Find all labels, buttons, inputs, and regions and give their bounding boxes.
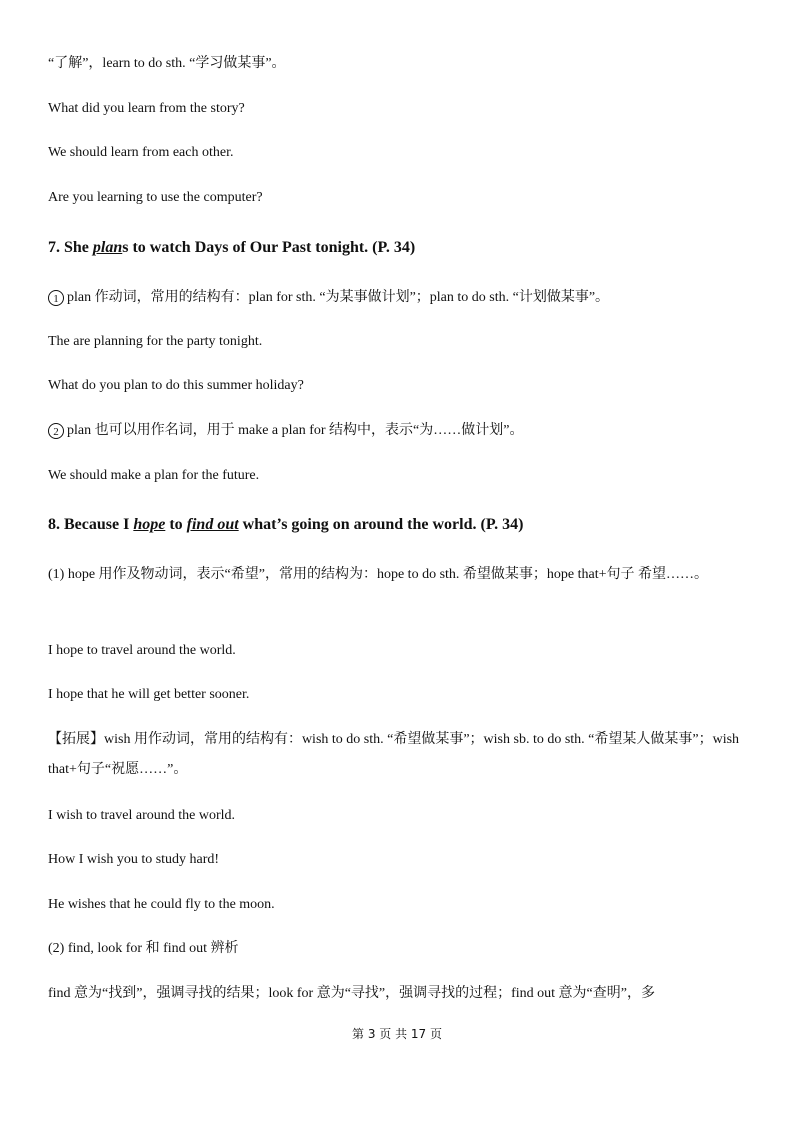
explanation-text: plan 也可以用作名词，用于 make a plan for 结构中，表示“为……做计划”。: [67, 423, 524, 438]
example-sentence: I wish to travel around the world.: [48, 808, 236, 823]
heading-text: what’s going on around the world. (P. 34): [238, 516, 524, 533]
example-sentence: We should make a plan for the future.: [48, 468, 260, 483]
example-sentence: He wishes that he could fly to the moon.: [48, 897, 275, 912]
explanation-text: plan 作动词，常用的结构有：plan for sth. “为某事做计划”；plan to do sth. “计划做某事”。: [67, 290, 610, 305]
text-line: “了解”，learn to do sth. “学习做某事”。: [48, 56, 286, 71]
example-sentence: Are you learning to use the computer?: [48, 190, 263, 205]
example-sentence: What did you learn from the story?: [48, 101, 245, 116]
heading-keyword: hope: [133, 516, 166, 533]
subheading: (2) find, look for 和 find out 辨析: [48, 941, 239, 956]
heading-text: s to watch Days of Our Past tonight. (P. 34): [122, 239, 416, 256]
explanation-point: [48, 421, 748, 441]
example-sentence: The are planning for the party tonight.: [48, 334, 263, 349]
explanation-text: find 意为“找到”，强调寻找的结果；look for 意为“寻找”，强调寻找的过程；find out 意为“查明”，多: [48, 986, 655, 1001]
extension-paragraph: 【拓展】wish 用作动词，常用的结构有：wish to do sth. “希望做某事”；wish sb. to do sth. “希望某人做某事”；wish that+句子“祝愿……”。: [48, 732, 740, 777]
heading-text: 7. She: [48, 239, 93, 256]
explanation-paragraph: (1) hope 用作及物动词，表示“希望”，常用的结构为：hope to do sth. 希望做某事；hope that+句子 希望……。: [48, 567, 709, 582]
example-sentence: What do you plan to do this summer holiday?: [48, 378, 304, 393]
heading-text: to: [165, 516, 187, 533]
heading-keyword: plan: [92, 239, 123, 256]
page-footer: 第 3 页 共 17 页: [352, 1027, 442, 1041]
heading-text: 8. Because I: [48, 516, 134, 533]
circled-number-marker: 2: [48, 423, 64, 439]
circled-number-marker: 1: [48, 290, 64, 306]
explanation-point: [48, 288, 748, 308]
example-sentence: I hope to travel around the world.: [48, 643, 236, 658]
section-heading-7: [48, 237, 748, 259]
section-heading-8: [48, 514, 748, 536]
example-sentence: How I wish you to study hard!: [48, 852, 220, 867]
heading-keyword: find out: [186, 516, 239, 533]
example-sentence: We should learn from each other.: [48, 145, 234, 160]
example-sentence: I hope that he will get better sooner.: [48, 687, 250, 702]
